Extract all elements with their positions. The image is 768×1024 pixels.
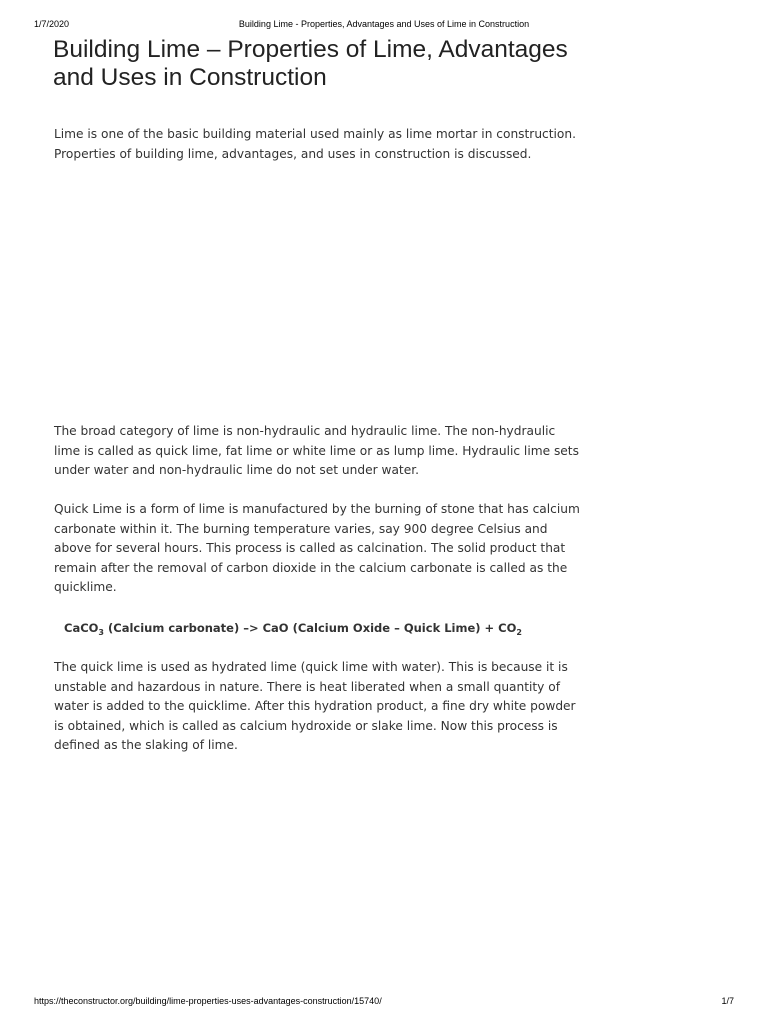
article-title: Building Lime – Properties of Lime, Advantages and Uses in Construction — [53, 36, 568, 91]
print-date: 1/7/2020 — [34, 19, 70, 29]
equation-body: (Calcium carbonate) –> CaO (Calcium Oxide – Quick Lime) + CO — [104, 621, 517, 635]
print-footer — [34, 996, 734, 1008]
intro-paragraph: Lime is one of the basic building material used mainly as lime mortar in construction. Properties of building lime, advantages, and uses in construction is discussed. — [54, 127, 576, 161]
print-url: https://theconstructor.org/building/lime-properties-uses-advantages-construction/15740/ — [34, 996, 382, 1006]
hydration-paragraph: The quick lime is used as hydrated lime (quick lime with water). This is because it is unstable and hazardous in nature. There is heat liberated when a small quantity of water is added to the quicklime. After this hydration product, a fine dry white powder is obtained, which is called as calcium hydroxide or slake lime. Now this process is defined as the slaking of lime. — [54, 660, 576, 752]
quicklime-paragraph: Quick Lime is a form of lime is manufactured by the burning of stone that has calcium carbonate within it. The burning temperature varies, say 900 degree Celsius and above for several hours. This process is called as calcination. The solid product that remain after the removal of carbon dioxide in the calcium carbonate is called as the quicklime. — [54, 502, 580, 594]
print-header — [34, 19, 734, 31]
page-number: 1/7 — [721, 996, 734, 1006]
equation-product-subscript: 2 — [516, 628, 522, 637]
calcination-equation — [64, 619, 584, 637]
equation-reactant-formula: CaCO — [64, 621, 99, 635]
lime-category-paragraph: The broad category of lime is non-hydraulic and hydraulic lime. The non-hydraulic lime is called as quick lime, fat lime or white lime or as lump lime. Hydraulic lime sets under water and non-hydraulic lime do not set under water. — [54, 424, 579, 477]
equation-reactant-subscript: 3 — [98, 628, 104, 637]
print-title: Building Lime - Properties, Advantages and Uses of Lime in Construction — [238, 19, 530, 29]
